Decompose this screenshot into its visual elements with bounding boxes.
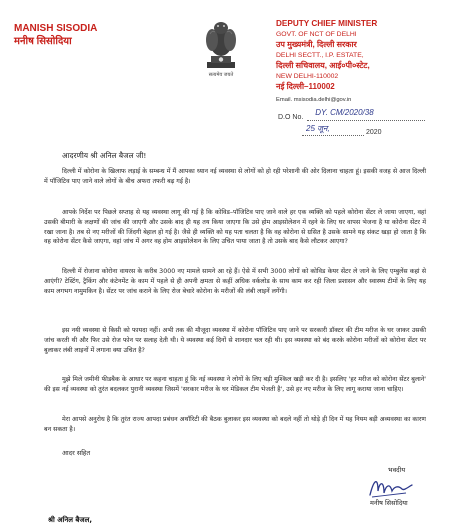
date-value: 25 जून,: [306, 124, 330, 133]
city-hi: नई दिल्ली–110002: [276, 82, 335, 91]
letter-date: [302, 126, 382, 136]
date-year: 2020: [366, 129, 382, 136]
govt-en: GOVT. OF NCT OF DELHI: [276, 30, 357, 38]
sign-off: भवदीय: [388, 466, 406, 474]
sender-block: [14, 22, 97, 48]
paragraph: मुझे मिले जमीनी फीडबैक के आधार पर कहना चाहता हूं कि नई व्यवस्था ने लोगों के लिए बड़ी मुश्किल खड़ी कर दी है। इसलिए 'हर मरीज को कोरोना सेंटर बुलाने' की इस नई व्यवस्था को तुरंत बदलकर पुरानी व्यवस्था जिसमें 'सरकार मरीज के घर मेडिकल टीम भेजती है', उसे हर नए मरीज के लिए लागू कराया जाना चाहिए।: [44, 376, 426, 393]
address-en: DELHI SECTT., I.P. ESTATE,: [276, 51, 364, 59]
paragraph: दिल्ली में कोरोना के खिलाफ लड़ाई के सम्बन्ध में मैं आपका ध्यान नई व्यवस्था से लोगों को हो रही परेशानी की ओर दिलाना चाहता हूं। इसकी वजह से आज दिल्ली में पॉजिटिव पाए जाने वाले लोगों के बीच अफरा तफरी बढ़ गई है।: [44, 168, 426, 185]
do-line: [307, 108, 425, 121]
address-hi: दिल्ली सचिवालय, आई०पी०स्टेट,: [276, 61, 370, 70]
date-line: [302, 126, 364, 136]
recipient: श्री अनिल बैजल,: [48, 516, 93, 524]
national-emblem-icon: [201, 12, 241, 80]
designation-hi: उप मुख्यमंत्री, दिल्ली सरकार: [276, 40, 357, 49]
do-value: DY. CM/2020/38: [315, 108, 374, 117]
city-en: NEW DELHI-110002: [276, 72, 339, 80]
email: Email. msisodia.delhi@gov.in: [276, 96, 352, 103]
paragraph: दिल्ली में रोजाना कोरोना वायरस के करीब 3000 नए मामले सामने आ रहे हैं। ऐसे में सभी 3000 लोगों को कोविड केयर सेंटर ले जाने के लिए एम्बुलेंस कहां से आएंगी? टेस्टिंग, ट्रैकिंग और कंटेनमेंट के काम में पहले से ही अपनी क्षमता से कहीं अधिक वर्कलोड के साथ काम कर रही जिला प्रशासन और स्वास्थ्य टीमों के लिए यह काम लगभग नामुमकिन है। सेंटर पर जांच कराने के लिए रोज बेचारे कोरोना के मरीजों की लंबी लाइनें लगेंगी।: [44, 268, 426, 295]
sender-name-en: MANISH SISODIA: [14, 23, 98, 34]
paragraph: मेरा आपसे अनुरोध है कि तुरंत राज्य आपदा प्रबंधन अथॉरिटी की बैठक बुलाकर इस व्यवस्था को बदले नहीं तो थोड़े ही दिन में यह नियम बड़ी अव्यवस्था का कारण बन सकता है।: [44, 416, 426, 433]
salutation: आदरणीय श्री अनिल बैजल जी!: [62, 151, 147, 160]
closing: आदर सहित: [62, 449, 91, 457]
designation-block: [276, 19, 446, 105]
emblem-motto: सत्यमेव जयते: [208, 72, 234, 78]
do-number: [278, 108, 425, 121]
sender-name-hi: मनीष सिसोदिया: [14, 36, 72, 47]
paragraph: आपके निर्देश पर पिछले सप्ताह से यह व्यवस्था लागू की गई है कि कोविड–पॉजिटिव पाए जाने वाले हर एक व्यक्ति को पहले कोरोना सेंटर ले जाया जाएगा, वहां उसकी बीमारी के लक्षणों की जांच की जाएगी और उसके बाद ही यह तय किया जाएगा कि उसे होम आइसोलेशन में रहने के लिए घर वापस भेजना है या कोरोना सेंटर में रखा जाना है। तब से नए मरीजों की जिंदगी बेहाल हो गई है। जैसे ही व्यक्ति को यह पता चलता है कि वह कोरोना से ग्रसित है उसके सामने यह संकट खड़ा हो जाता है कि वह कोरोना सेंटर कैसे जाएगा, वहां जांच में अगर वह होम आइसोलेशन के लिए उचित पाया जाता है तो उसके बाद कैसे लौटकर आएगा?: [44, 209, 426, 246]
paragraph: इस नयी व्यवस्था से किसी को फायदा नहीं। अभी तक की मौजूदा व्यवस्था में कोरोना पॉजिटिव पाए जाने पर सरकारी डॉक्टर की टीम मरीज के घर जाकर उसकी जांच करती थी और फिर उसे रोज फोन पर सलाह देती थी। ये व्यवस्था कई दिनों से शानदार चल रही थी। इस व्यवस्था को बंद करके कोरोना मरीजों को कोरोना सेंटर पर बुलाकर लंबी लाइनों में लगाना क्या उचित है?: [44, 327, 426, 354]
designation-en: DEPUTY CHIEF MINISTER: [276, 19, 378, 28]
do-label: D.O No.: [278, 114, 304, 121]
signer-name: मनीष सिसोदिया: [370, 499, 408, 507]
